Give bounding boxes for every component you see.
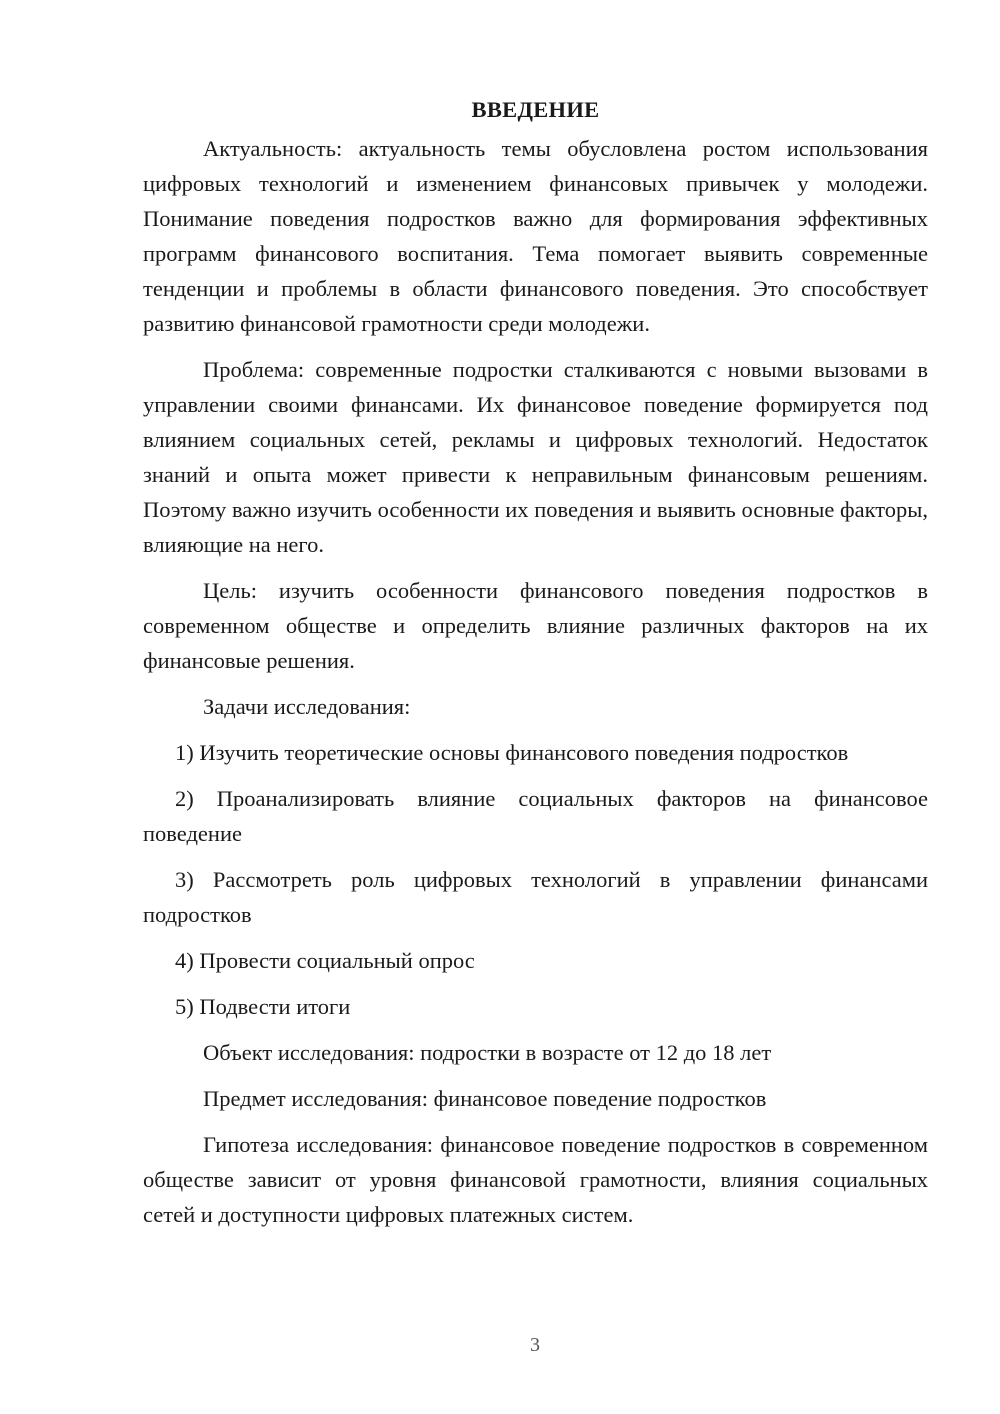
task-item: 1) Изучить теоретические основы финансового поведения подростков <box>175 740 849 765</box>
page-content <box>143 92 928 1232</box>
tasks-list <box>143 735 928 1024</box>
tasks-heading: Задачи исследования: <box>203 694 411 719</box>
task-item: 5) Подвести итоги <box>175 994 351 1019</box>
object-paragraph: Объект исследования: подростки в возрасте от 12 до 18 лет <box>203 1040 772 1065</box>
task-item: 3) Рассмотреть роль цифровых технологий в управлении финансами подростков <box>143 867 928 927</box>
page-number: 3 <box>530 1334 540 1356</box>
task-item: 2) Проанализировать влияние социальных факторов на финансовое поведение <box>143 786 928 846</box>
hypothesis-paragraph: Гипотеза исследования: финансовое поведение подростков в современном обществе зависит от уровня финансовой грамотности, влияния социальных сетей и доступности цифровых платежных систем. <box>143 1132 928 1227</box>
subject-paragraph: Предмет исследования: финансовое поведение подростков <box>203 1086 767 1111</box>
relevance-paragraph: Актуальность: актуальность темы обусловлена ростом использования цифровых технологий и изменением финансовых привычек у молодежи. Понимание поведения подростков важно для формирования эффективных программ финансового воспитания. Тема помогает выявить современные тенденции и проблемы в области финансового поведения. Это способствует развитию финансовой грамотности среди молодежи. <box>143 136 928 336</box>
task-item: 4) Провести социальный опрос <box>175 948 475 973</box>
goal-paragraph: Цель: изучить особенности финансового поведения подростков в современном обществе и определить влияние различных факторов на их финансовые решения. <box>143 578 928 673</box>
section-title: ВВЕДЕНИЕ <box>471 97 600 122</box>
problem-paragraph: Проблема: современные подростки сталкиваются с новыми вызовами в управлении своими финансами. Их финансовое поведение формируется под влиянием социальных сетей, рекламы и цифровых технологий. Недостаток знаний и опыта может привести к неправильным финансовым решениям. Поэтому важно изучить особенности их поведения и выявить основные факторы, влияющие на него. <box>143 357 928 557</box>
